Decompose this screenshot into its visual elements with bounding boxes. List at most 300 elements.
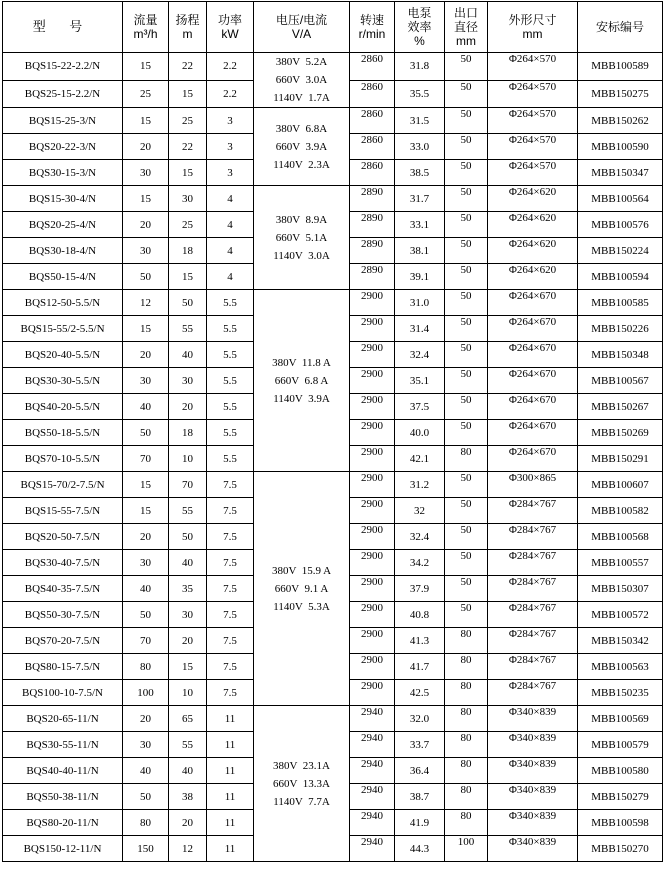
- speed-cell: 2900: [350, 342, 395, 368]
- model-cell: BQS12-50-5.5/N: [3, 290, 123, 316]
- cert-cell: MBB100569: [578, 706, 663, 732]
- power-cell: 5.5: [207, 446, 254, 472]
- power-cell: 11: [207, 758, 254, 784]
- efficiency-cell: 35.1: [395, 368, 445, 394]
- head-cell: 30: [169, 368, 207, 394]
- voltage-line: 380V 11.8 A: [272, 356, 331, 369]
- efficiency-cell: 38.1: [395, 238, 445, 264]
- voltage-line: 1140V 3.0A: [273, 249, 330, 262]
- speed-cell: 2860: [350, 108, 395, 134]
- power-cell: 4: [207, 212, 254, 238]
- efficiency-cell: 42.1: [395, 446, 445, 472]
- flow-cell: 15: [123, 498, 169, 524]
- outlet-cell: 50: [445, 316, 488, 342]
- efficiency-cell: 31.2: [395, 472, 445, 498]
- table-row: [3, 472, 663, 498]
- speed-cell: 2890: [350, 186, 395, 212]
- power-cell: 7.5: [207, 680, 254, 706]
- model-cell: BQS15-30-4/N: [3, 186, 123, 212]
- cert-cell: MBB150291: [578, 446, 663, 472]
- speed-cell: 2900: [350, 550, 395, 576]
- outlet-cell: 80: [445, 732, 488, 758]
- cert-cell: MBB150235: [578, 680, 663, 706]
- speed-cell: 2860: [350, 134, 395, 160]
- outlet-cell: 80: [445, 758, 488, 784]
- speed-cell: 2940: [350, 758, 395, 784]
- cert-cell: MBB100564: [578, 186, 663, 212]
- speed-cell: 2900: [350, 602, 395, 628]
- speed-cell: 2860: [350, 160, 395, 186]
- flow-cell: 150: [123, 836, 169, 862]
- model-cell: BQS20-40-5.5/N: [3, 342, 123, 368]
- efficiency-cell: 33.7: [395, 732, 445, 758]
- dimensions-cell: Φ284×767: [488, 550, 578, 576]
- head-cell: 55: [169, 316, 207, 342]
- dimensions-cell: Φ264×620: [488, 186, 578, 212]
- dimensions-cell: Φ340×839: [488, 706, 578, 732]
- efficiency-cell: 35.5: [395, 80, 445, 108]
- power-cell: 3: [207, 160, 254, 186]
- outlet-cell: 50: [445, 472, 488, 498]
- dimensions-cell: Φ284×767: [488, 654, 578, 680]
- power-cell: 7.5: [207, 550, 254, 576]
- cert-cell: MBB150267: [578, 394, 663, 420]
- efficiency-cell: 41.7: [395, 654, 445, 680]
- outlet-cell: 50: [445, 420, 488, 446]
- flow-cell: 15: [123, 53, 169, 81]
- voltage-current-cell: [254, 472, 350, 706]
- flow-cell: 15: [123, 316, 169, 342]
- speed-cell: 2900: [350, 654, 395, 680]
- header-efficiency: 电泵 效率 %: [395, 2, 445, 53]
- model-cell: BQS30-40-7.5/N: [3, 550, 123, 576]
- dimensions-cell: Φ264×570: [488, 53, 578, 81]
- dimensions-cell: Φ284×767: [488, 524, 578, 550]
- head-cell: 55: [169, 498, 207, 524]
- outlet-cell: 50: [445, 160, 488, 186]
- speed-cell: 2900: [350, 472, 395, 498]
- model-cell: BQS20-50-7.5/N: [3, 524, 123, 550]
- flow-cell: 20: [123, 342, 169, 368]
- voltage-current-cell: [254, 108, 350, 186]
- voltage-line: 1140V 1.7A: [273, 92, 330, 104]
- efficiency-cell: 37.5: [395, 394, 445, 420]
- voltage-current-cell: [254, 706, 350, 862]
- voltage-line: 660V 13.3A: [273, 777, 330, 790]
- power-cell: 7.5: [207, 576, 254, 602]
- outlet-cell: 100: [445, 836, 488, 862]
- power-cell: 11: [207, 784, 254, 810]
- speed-cell: 2900: [350, 368, 395, 394]
- model-cell: BQS20-22-3/N: [3, 134, 123, 160]
- flow-cell: 40: [123, 394, 169, 420]
- speed-cell: 2900: [350, 628, 395, 654]
- power-cell: 7.5: [207, 654, 254, 680]
- efficiency-cell: 31.8: [395, 53, 445, 81]
- dimensions-cell: Φ284×767: [488, 628, 578, 654]
- head-cell: 15: [169, 160, 207, 186]
- head-cell: 22: [169, 134, 207, 160]
- model-cell: BQS30-55-11/N: [3, 732, 123, 758]
- dimensions-cell: Φ340×839: [488, 836, 578, 862]
- cert-cell: MBB100607: [578, 472, 663, 498]
- power-cell: 11: [207, 732, 254, 758]
- dimensions-cell: Φ284×767: [488, 576, 578, 602]
- head-cell: 35: [169, 576, 207, 602]
- power-cell: 3: [207, 108, 254, 134]
- flow-cell: 20: [123, 706, 169, 732]
- voltage-line: 380V 8.9A: [275, 213, 328, 226]
- speed-cell: 2940: [350, 810, 395, 836]
- head-cell: 55: [169, 732, 207, 758]
- outlet-cell: 80: [445, 680, 488, 706]
- table-header: [3, 2, 663, 53]
- flow-cell: 30: [123, 550, 169, 576]
- model-cell: BQS40-35-7.5/N: [3, 576, 123, 602]
- head-cell: 50: [169, 524, 207, 550]
- model-cell: BQS20-65-11/N: [3, 706, 123, 732]
- head-cell: 40: [169, 342, 207, 368]
- voltage-line: 1140V 5.3A: [273, 600, 330, 613]
- outlet-cell: 50: [445, 238, 488, 264]
- cert-cell: MBB150224: [578, 238, 663, 264]
- power-cell: 4: [207, 264, 254, 290]
- voltage-line: 660V 3.9A: [275, 140, 328, 153]
- model-cell: BQS80-15-7.5/N: [3, 654, 123, 680]
- power-cell: 7.5: [207, 498, 254, 524]
- voltage-line: 380V 15.9 A: [271, 564, 332, 577]
- flow-cell: 25: [123, 80, 169, 108]
- dimensions-cell: Φ264×670: [488, 316, 578, 342]
- flow-cell: 70: [123, 628, 169, 654]
- efficiency-cell: 41.9: [395, 810, 445, 836]
- header-model: 型 号: [3, 2, 123, 53]
- speed-cell: 2890: [350, 264, 395, 290]
- voltage-line: 1140V 3.9A: [273, 392, 330, 405]
- dimensions-cell: Φ264×620: [488, 238, 578, 264]
- dimensions-cell: Φ264×670: [488, 394, 578, 420]
- flow-cell: 50: [123, 264, 169, 290]
- cert-cell: MBB100582: [578, 498, 663, 524]
- head-cell: 10: [169, 446, 207, 472]
- head-cell: 12: [169, 836, 207, 862]
- outlet-cell: 50: [445, 498, 488, 524]
- head-cell: 15: [169, 264, 207, 290]
- speed-cell: 2900: [350, 446, 395, 472]
- cert-cell: MBB150226: [578, 316, 663, 342]
- voltage-current-cell: [254, 186, 350, 290]
- model-cell: BQS50-38-11/N: [3, 784, 123, 810]
- power-cell: 7.5: [207, 524, 254, 550]
- flow-cell: 50: [123, 602, 169, 628]
- flow-cell: 12: [123, 290, 169, 316]
- table-row: [3, 706, 663, 732]
- dimensions-cell: Φ284×767: [488, 680, 578, 706]
- power-cell: 5.5: [207, 342, 254, 368]
- dimensions-cell: Φ340×839: [488, 758, 578, 784]
- model-cell: BQS80-20-11/N: [3, 810, 123, 836]
- flow-cell: 20: [123, 524, 169, 550]
- header-cert: 安标编号: [578, 2, 663, 53]
- cert-cell: MBB150347: [578, 160, 663, 186]
- outlet-cell: 50: [445, 394, 488, 420]
- cert-cell: MBB100580: [578, 758, 663, 784]
- cert-cell: MBB150262: [578, 108, 663, 134]
- voltage-line: 660V 5.1A: [275, 231, 328, 244]
- speed-cell: 2940: [350, 836, 395, 862]
- dimensions-cell: Φ264×670: [488, 446, 578, 472]
- speed-cell: 2900: [350, 498, 395, 524]
- cert-cell: MBB150270: [578, 836, 663, 862]
- efficiency-cell: 44.3: [395, 836, 445, 862]
- model-cell: BQS100-10-7.5/N: [3, 680, 123, 706]
- speed-cell: 2940: [350, 732, 395, 758]
- efficiency-cell: 37.9: [395, 576, 445, 602]
- head-cell: 40: [169, 550, 207, 576]
- head-cell: 20: [169, 628, 207, 654]
- model-cell: BQS30-18-4/N: [3, 238, 123, 264]
- flow-cell: 40: [123, 576, 169, 602]
- power-cell: 5.5: [207, 316, 254, 342]
- dimensions-cell: Φ340×839: [488, 784, 578, 810]
- power-cell: 7.5: [207, 472, 254, 498]
- head-cell: 25: [169, 108, 207, 134]
- model-cell: BQS15-22-2.2/N: [3, 53, 123, 81]
- efficiency-cell: 33.0: [395, 134, 445, 160]
- table-row: [3, 186, 663, 212]
- cert-cell: MBB150279: [578, 784, 663, 810]
- voltage-line: 1140V 7.7A: [273, 795, 330, 808]
- voltage-line: 1140V 2.3A: [273, 158, 330, 171]
- outlet-cell: 50: [445, 550, 488, 576]
- efficiency-cell: 31.5: [395, 108, 445, 134]
- power-cell: 4: [207, 238, 254, 264]
- speed-cell: 2900: [350, 290, 395, 316]
- power-cell: 11: [207, 836, 254, 862]
- dimensions-cell: Φ340×839: [488, 810, 578, 836]
- efficiency-cell: 32.0: [395, 706, 445, 732]
- outlet-cell: 50: [445, 576, 488, 602]
- cert-cell: MBB100589: [578, 53, 663, 81]
- power-cell: 11: [207, 810, 254, 836]
- head-cell: 40: [169, 758, 207, 784]
- speed-cell: 2860: [350, 53, 395, 81]
- model-cell: BQS20-25-4/N: [3, 212, 123, 238]
- power-cell: 11: [207, 706, 254, 732]
- header-head: 扬程 m: [169, 2, 207, 53]
- header-speed: 转速 r/min: [350, 2, 395, 53]
- head-cell: 70: [169, 472, 207, 498]
- voltage-line: 660V 6.8 A: [274, 374, 329, 387]
- voltage-current-cell: [254, 290, 350, 472]
- flow-cell: 80: [123, 654, 169, 680]
- speed-cell: 2900: [350, 524, 395, 550]
- model-cell: BQS150-12-11/N: [3, 836, 123, 862]
- model-cell: BQS50-30-7.5/N: [3, 602, 123, 628]
- dimensions-cell: Φ264×570: [488, 160, 578, 186]
- header-dimensions: 外形尺寸 mm: [488, 2, 578, 53]
- cert-cell: MBB100598: [578, 810, 663, 836]
- outlet-cell: 50: [445, 602, 488, 628]
- dimensions-cell: Φ264×670: [488, 368, 578, 394]
- cert-cell: MBB150269: [578, 420, 663, 446]
- power-cell: 2.2: [207, 53, 254, 81]
- power-cell: 7.5: [207, 602, 254, 628]
- cert-cell: MBB100572: [578, 602, 663, 628]
- efficiency-cell: 31.0: [395, 290, 445, 316]
- outlet-cell: 50: [445, 290, 488, 316]
- efficiency-cell: 31.4: [395, 316, 445, 342]
- flow-cell: 30: [123, 160, 169, 186]
- flow-cell: 15: [123, 108, 169, 134]
- flow-cell: 70: [123, 446, 169, 472]
- speed-cell: 2860: [350, 80, 395, 108]
- power-cell: 5.5: [207, 394, 254, 420]
- cert-cell: MBB100590: [578, 134, 663, 160]
- outlet-cell: 50: [445, 186, 488, 212]
- flow-cell: 40: [123, 758, 169, 784]
- power-cell: 5.5: [207, 290, 254, 316]
- efficiency-cell: 32.4: [395, 524, 445, 550]
- model-cell: BQS15-25-3/N: [3, 108, 123, 134]
- cert-cell: MBB150307: [578, 576, 663, 602]
- model-cell: BQS40-40-11/N: [3, 758, 123, 784]
- cert-cell: MBB100567: [578, 368, 663, 394]
- speed-cell: 2900: [350, 420, 395, 446]
- flow-cell: 20: [123, 134, 169, 160]
- outlet-cell: 50: [445, 524, 488, 550]
- voltage-line: 380V 6.8A: [275, 122, 328, 135]
- model-cell: BQS15-55/2-5.5/N: [3, 316, 123, 342]
- efficiency-cell: 34.2: [395, 550, 445, 576]
- cert-cell: MBB100576: [578, 212, 663, 238]
- dimensions-cell: Φ264×670: [488, 290, 578, 316]
- header-power: 功率 kW: [207, 2, 254, 53]
- flow-cell: 20: [123, 212, 169, 238]
- head-cell: 10: [169, 680, 207, 706]
- voltage-line: 660V 3.0A: [275, 74, 328, 86]
- power-cell: 7.5: [207, 628, 254, 654]
- head-cell: 15: [169, 654, 207, 680]
- model-cell: BQS30-30-5.5/N: [3, 368, 123, 394]
- head-cell: 18: [169, 238, 207, 264]
- dimensions-cell: Φ264×670: [488, 420, 578, 446]
- flow-cell: 30: [123, 732, 169, 758]
- efficiency-cell: 36.4: [395, 758, 445, 784]
- cert-cell: MBB150275: [578, 80, 663, 108]
- dimensions-cell: Φ300×865: [488, 472, 578, 498]
- cert-cell: MBB100585: [578, 290, 663, 316]
- speed-cell: 2900: [350, 576, 395, 602]
- header-voltage: 电压/电流 V/A: [254, 2, 350, 53]
- flow-cell: 100: [123, 680, 169, 706]
- outlet-cell: 50: [445, 342, 488, 368]
- dimensions-cell: Φ264×570: [488, 80, 578, 108]
- cert-cell: MBB150342: [578, 628, 663, 654]
- table-row: [3, 108, 663, 134]
- head-cell: 25: [169, 212, 207, 238]
- model-cell: BQS50-18-5.5/N: [3, 420, 123, 446]
- head-cell: 50: [169, 290, 207, 316]
- head-cell: 30: [169, 602, 207, 628]
- model-cell: BQS40-20-5.5/N: [3, 394, 123, 420]
- header-flow: 流量 m³/h: [123, 2, 169, 53]
- efficiency-cell: 31.7: [395, 186, 445, 212]
- model-cell: BQS25-15-2.2/N: [3, 80, 123, 108]
- voltage-line: 660V 9.1 A: [274, 582, 329, 595]
- head-cell: 20: [169, 810, 207, 836]
- efficiency-cell: 39.1: [395, 264, 445, 290]
- model-cell: BQS15-70/2-7.5/N: [3, 472, 123, 498]
- dimensions-cell: Φ264×620: [488, 264, 578, 290]
- pump-spec-table: [2, 1, 663, 862]
- dimensions-cell: Φ284×767: [488, 498, 578, 524]
- table-body: [3, 53, 663, 862]
- dimensions-cell: Φ264×670: [488, 342, 578, 368]
- voltage-current-cell: [254, 53, 350, 108]
- cert-cell: MBB100579: [578, 732, 663, 758]
- head-cell: 30: [169, 186, 207, 212]
- efficiency-cell: 41.3: [395, 628, 445, 654]
- efficiency-cell: 32: [395, 498, 445, 524]
- speed-cell: 2940: [350, 784, 395, 810]
- power-cell: 5.5: [207, 368, 254, 394]
- cert-cell: MBB100568: [578, 524, 663, 550]
- efficiency-cell: 40.0: [395, 420, 445, 446]
- flow-cell: 80: [123, 810, 169, 836]
- efficiency-cell: 33.1: [395, 212, 445, 238]
- outlet-cell: 80: [445, 784, 488, 810]
- outlet-cell: 80: [445, 810, 488, 836]
- dimensions-cell: Φ340×839: [488, 732, 578, 758]
- outlet-cell: 50: [445, 80, 488, 108]
- cert-cell: MBB100594: [578, 264, 663, 290]
- outlet-cell: 80: [445, 446, 488, 472]
- table-row: [3, 290, 663, 316]
- speed-cell: 2940: [350, 706, 395, 732]
- flow-cell: 50: [123, 784, 169, 810]
- efficiency-cell: 32.4: [395, 342, 445, 368]
- efficiency-cell: 40.8: [395, 602, 445, 628]
- efficiency-cell: 38.7: [395, 784, 445, 810]
- model-cell: BQS70-10-5.5/N: [3, 446, 123, 472]
- speed-cell: 2900: [350, 394, 395, 420]
- dimensions-cell: Φ284×767: [488, 602, 578, 628]
- cert-cell: MBB100557: [578, 550, 663, 576]
- head-cell: 65: [169, 706, 207, 732]
- cert-cell: MBB100563: [578, 654, 663, 680]
- power-cell: 5.5: [207, 420, 254, 446]
- dimensions-cell: Φ264×570: [488, 134, 578, 160]
- speed-cell: 2890: [350, 212, 395, 238]
- outlet-cell: 80: [445, 628, 488, 654]
- outlet-cell: 50: [445, 134, 488, 160]
- head-cell: 20: [169, 394, 207, 420]
- head-cell: 38: [169, 784, 207, 810]
- flow-cell: 15: [123, 186, 169, 212]
- voltage-line: 380V 5.2A: [275, 56, 328, 68]
- outlet-cell: 50: [445, 53, 488, 81]
- head-cell: 22: [169, 53, 207, 81]
- table-row: [3, 53, 663, 81]
- power-cell: 2.2: [207, 80, 254, 108]
- efficiency-cell: 38.5: [395, 160, 445, 186]
- cert-cell: MBB150348: [578, 342, 663, 368]
- power-cell: 3: [207, 134, 254, 160]
- outlet-cell: 50: [445, 368, 488, 394]
- head-cell: 15: [169, 80, 207, 108]
- model-cell: BQS15-55-7.5/N: [3, 498, 123, 524]
